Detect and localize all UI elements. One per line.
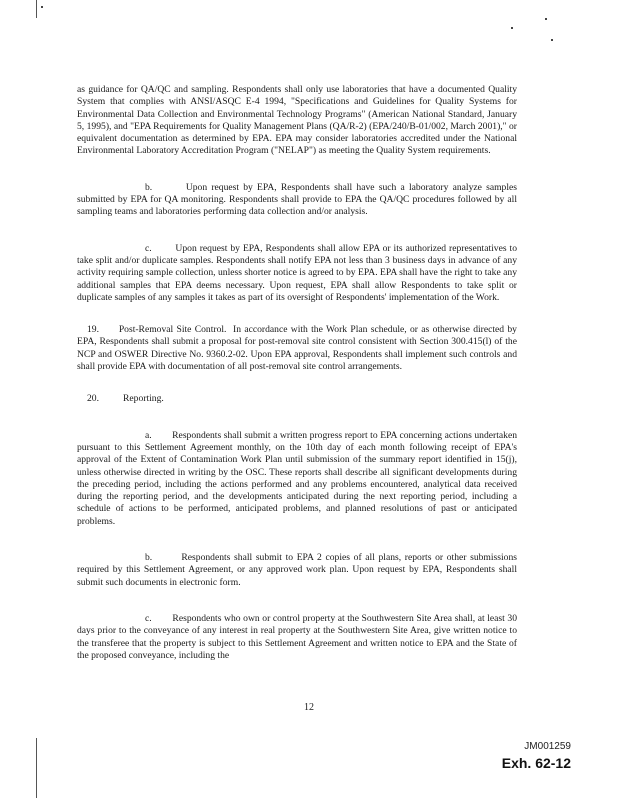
intro-paragraph: as guidance for QA/QC and sampling. Respondents shall only use laboratories that have a documented Quality System that complies with ANSI/ASQC E-4 1994, "Specifications and Guidelines for Quality Systems for Environmental Data Collection and Environmental Technology Programs" (American National Standard, January 5, 1995), and "EPA Requirements for Quality Management Plans (QA/R-2) (EPA/240/B-01/002, March 2001)," or equivalent documentation as determined by EPA. EPA may consider laboratories accredited under the National Environmental Laboratory Accreditation Program ("NELAP") as meeting the Quality System requirements. [77,84,517,157]
exhibit-label: Exh. 62-12 [501,755,571,771]
bates-number: JM001259 [524,741,571,752]
section-number: 20. [87,393,99,405]
paragraph-text: Respondents shall submit to EPA 2 copies of all plans, reports or other submissions required by this Settlement Agreement, or any approved work plan. Upon request by EPA, Respondents shall submit such documents in electronic form. [77,552,517,588]
scan-speck [41,6,43,8]
scan-speck [545,18,547,20]
scan-speck [551,39,553,41]
scan-edge-line-top [36,0,37,18]
page-number: 12 [304,702,314,713]
paragraph-label: a. [145,429,152,441]
paragraph-text: Upon request by EPA, Respondents shall allow EPA or its authorized representatives to take split and/or duplicate samples. Respondents shall notify EPA not less than 3 business days in advance of any activity requiring sample collection, unless shorter notice is agreed to by EPA. EPA shall have the right to take any additional samples that EPA deems necessary. Upon request, EPA shall allow Respondents to take split or duplicate samples of any samples it takes as part of its oversight of Respondents' implementation of the Work. [77,242,518,303]
paragraph-20b [77,552,517,589]
paragraph-18c [77,243,517,304]
paragraph-18b [77,182,517,219]
paragraph-20a [77,430,517,528]
paragraph-text: Respondents shall submit a written progress report to EPA concerning actions undertaken pursuant to this Settlement Agreement monthly, on the 10th day of each month following receipt of EPA's approval of the Extent of Contamination Work Plan until submission of the summary report identified in 15(j), unless otherwise directed in writing by the OSC. These reports shall describe all significant developments during the preceding period, including the actions performed and any problems encountered, analytical data received during the reporting period, and the developments anticipated during the next reporting period, including a schedule of actions to be performed, anticipated problems, and planned resolutions of past or anticipated problems. [77,429,518,527]
section-20-heading [77,393,517,405]
paragraph-label: b. [145,181,153,193]
section-title: Post-Removal Site Control. [118,324,227,336]
paragraph-label: c. [145,612,152,624]
scan-speck [511,27,513,29]
paragraph-label: c. [145,242,152,254]
scan-edge-line-bottom [36,738,37,798]
paragraph-text: Upon request by EPA, Respondents shall have such a laboratory analyze samples submitted by EPA for QA monitoring. Respondents shall provide to EPA the QA/QC procedures followed by all sampling teams and laboratories performing data collection and/or analysis. [77,181,518,218]
paragraph-text: Respondents who own or control property at the Southwestern Site Area shall, at least 30 days prior to the conveyance of any interest in real property at the Southwestern Site Area, give written notice to the transferee that the property is subject to this Settlement Agreement and written notice to EPA and the State of the proposed conveyance, including the [77,612,517,661]
section-19 [77,324,517,373]
section-text: In accordance with the Work Plan schedule, or as otherwise directed by EPA, Respondents shall submit a proposal for post-removal site control consistent with Section 300.415(l) of the NCP and OSWER Directive No. 9360.2-02. Upon EPA approval, Respondents shall implement such controls and shall provide EPA with documentation of all post-removal site control arrangements. [77,324,517,373]
paragraph-label: b. [145,552,153,564]
section-number: 19. [87,324,99,336]
paragraph-20c [77,613,517,662]
document-body [77,84,517,662]
section-title: Reporting. [123,393,164,405]
